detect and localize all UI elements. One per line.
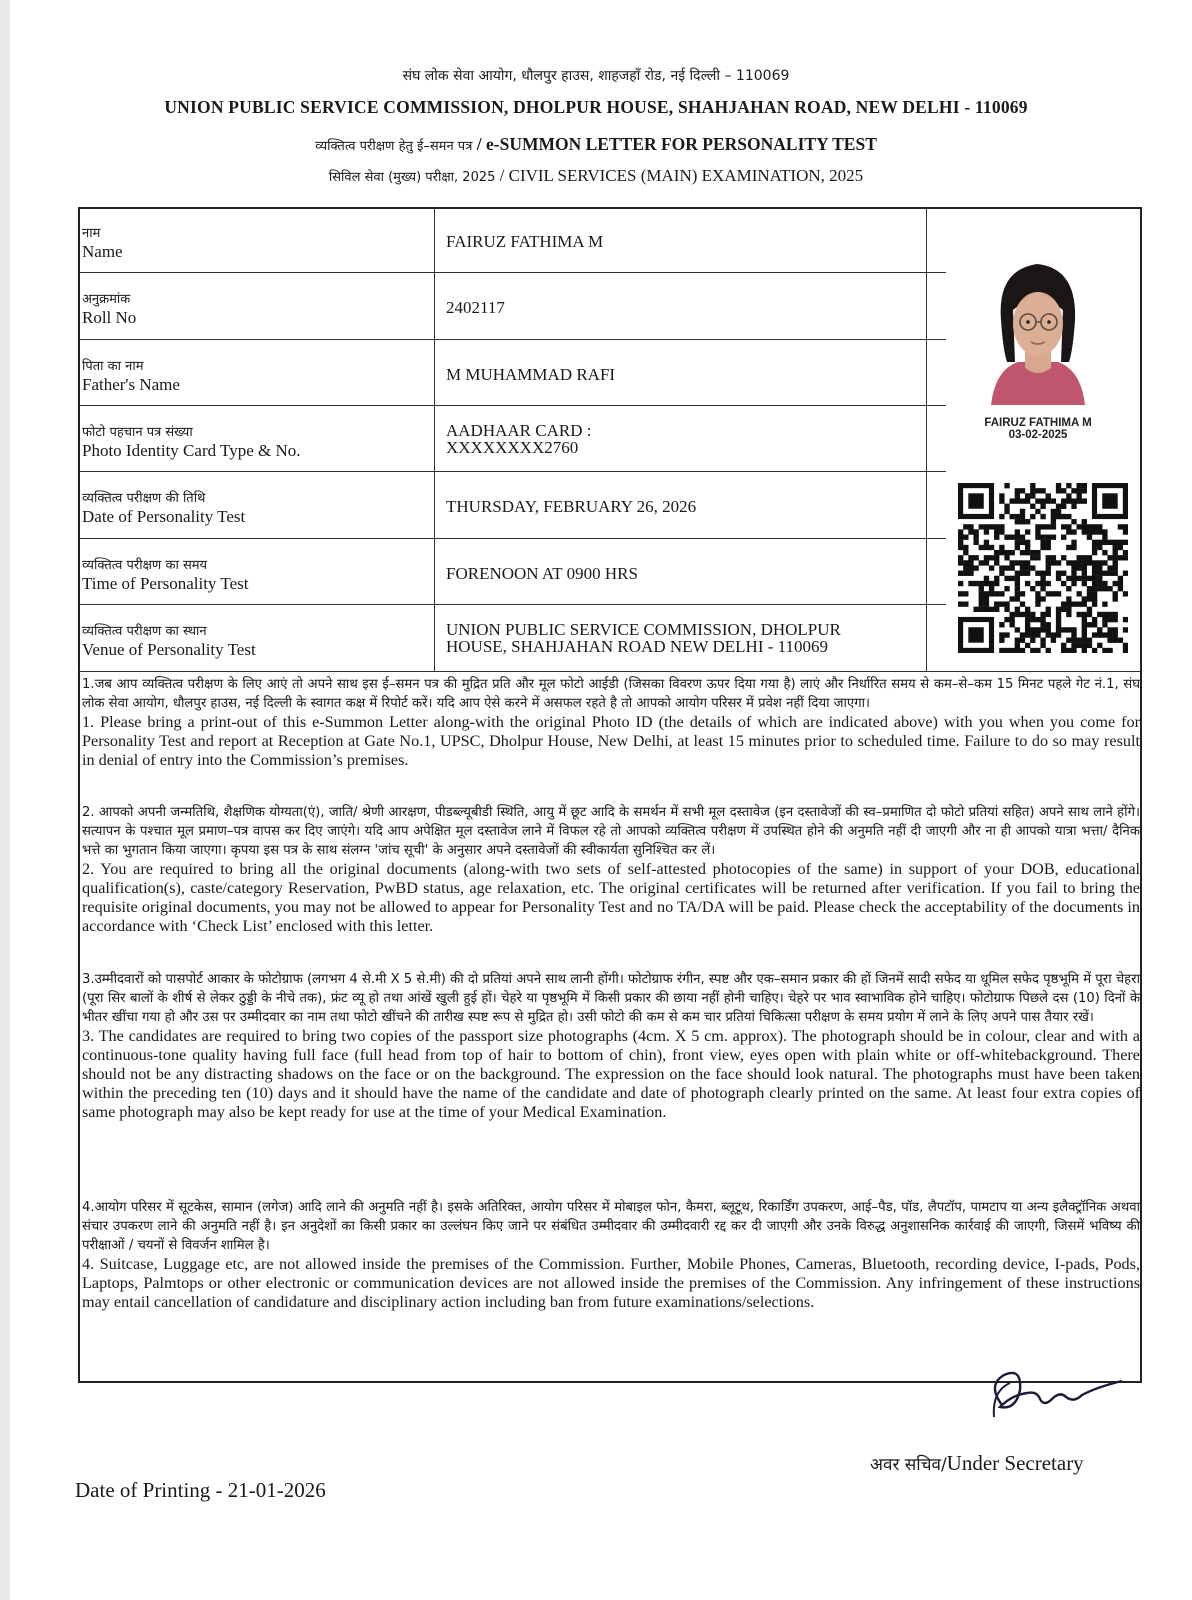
detail-label <box>82 291 432 327</box>
exam-title <box>0 166 1192 186</box>
photo-caption <box>950 417 1126 441</box>
header-hindi-address: संघ लोक सेवा आयोग, धौलपुर हाउस, शाहजहाँ रोड, नई दिल्ली – 110069 <box>402 68 790 84</box>
photo-caption-name: FAIRUZ FATHIMA M <box>984 417 1092 429</box>
label-hindi: फोटो पहचान पत्र संख्या <box>82 425 193 440</box>
detail-label <box>82 225 432 261</box>
date-of-printing: Date of Printing - 21-01-2026 <box>75 1478 326 1502</box>
label-hindi: व्यक्तित्व परीक्षण का स्थान <box>82 624 207 639</box>
detail-row-name <box>80 207 946 275</box>
detail-label <box>82 424 432 460</box>
signature-mark <box>982 1355 1132 1435</box>
instruction-1 <box>82 675 1140 770</box>
signatory-title-hindi: अवर सचिव/ <box>870 1455 947 1475</box>
exam-title-hindi: सिविल सेवा (मुख्य) परीक्षा, 2025 <box>328 170 496 185</box>
test-date: THURSDAY, FEBRUARY 26, 2026 <box>446 497 697 516</box>
detail-row-father <box>80 340 946 408</box>
label-english: Father's Name <box>82 375 180 394</box>
signatory-title <box>870 1451 1084 1476</box>
detail-row-photo-id <box>80 406 946 474</box>
instruction-3-english: 3. The candidates are required to bring two copies of the passport size photographs (4cm. X 5 cm. approx). The photograph should be in colour, clear and with a continuous-tone quality having full face (full head from top of hair to bottom of chin), front view, eyes open with plain white or off-whitebackground. There should not be any distracting shadows on the face or on the background. The expression on the face should look natural. The photographs must have been taken within the preceding ten (10) days and it should have the name of the candidate and date of photograph clearly printed on the same. At least four extra copies of same photograph may also be kept ready for use at the time of your Medical Examination. <box>82 1027 1140 1121</box>
instruction-1-english: 1. Please bring a print-out of this e-Summon Letter along-with the original Photo ID (the details of which are indicated above) with you when you come for Personality Test and report at Reception at Gate No.1, UPSC, Dholpur House, New Delhi, at least 15 minutes prior to scheduled time. Failure to do so may result in denial of entry into the Commission’s premises. <box>82 713 1140 769</box>
detail-row-roll <box>80 273 946 341</box>
instruction-1-hindi: 1.जब आप व्यक्तित्व परीक्षण के लिए आएं तो अपने साथ इस ई–समन पत्र की मुद्रित प्रति और मूल फोटो आईडी (जिसका विवरण ऊपर दिया गया है) लाएं और निर्धारित समय से कम–से–कम 15 मिनट पहले गेट नं.1, संघ लोक सेवा आयोग, धौलपुर हाउस, नई दिल्ली के स्वागत कक्ष में रिपोर्ट करें। यदि आप ऐसे करने में असफल रहते है तो आपको आयोग परिसर में प्रवेश नहीं दिया जाएगा। <box>82 677 1140 711</box>
detail-label <box>82 490 432 526</box>
candidate-name: FAIRUZ FATHIMA M <box>446 232 604 251</box>
label-english: Time of Personality Test <box>82 574 249 593</box>
roll-number: 2402117 <box>446 298 505 317</box>
label-hindi: व्यक्तित्व परीक्षण का समय <box>82 558 208 573</box>
page-edge <box>0 0 10 1600</box>
label-english: Date of Personality Test <box>82 507 246 526</box>
instruction-2-english: 2. You are required to bring all the original documents (along-with two sets of self-attested photocopies of the same) in support of your DOB, educational qualification(s), caste/category Reservation, PwBD status, age relaxation, etc. The original certificates will be returned after verification. If you fail to bring the requisite original documents, you may not be allowed to appear for Personality Test and no TA/DA will be paid. Please check the acceptability of the documents in accordance with ‘Check List’ enclosed with this letter. <box>82 860 1140 935</box>
qr-code <box>958 483 1128 653</box>
letter-title-hindi: व्यक्तित्व परीक्षण हेतु ई–समन पत्र <box>315 139 473 154</box>
test-venue <box>446 621 946 655</box>
letter-title <box>0 134 1192 155</box>
photo-id-value <box>446 422 946 456</box>
signatory-title-english: Under Secretary <box>946 1451 1084 1475</box>
detail-row-venue <box>80 605 946 673</box>
detail-row-time <box>80 539 946 607</box>
photo-id-type: AADHAAR CARD : <box>446 421 592 440</box>
photo-id-number: XXXXXXXX2760 <box>446 438 579 457</box>
label-english: Name <box>82 242 123 261</box>
instruction-2-hindi: 2. आपको अपनी जन्मतिथि, शैक्षणिक योग्यता(एं), जाति/ श्रेणी आरक्षण, पीडब्ल्यूबीडी स्थिति, आयु में छूट आदि के समर्थन में सभी मूल दस्तावेज (इन दस्तावेजों की स्व–प्रमाणित दो फोटो प्रतियां सहित) अपने साथ लाने होंगे। सत्यापन के पश्चात मूल प्रमाण–पत्र वापस कर दिए जाएंगे। यदि आप अपेक्षित मूल दस्तावेज लाने में विफल रहे तो आपको व्यक्तित्व परीक्षण में उपस्थित होने की अनुमति नहीं दी जाएगी और ना ही आपको यात्रा भत्ता/ दैनिक भत्ते का भुगतान किया जाएगा। कृपया इस पत्र के साथ संलग्न 'जांच सूची' के अनुसार अपने दस्तावेजों की स्वीकार्यता सुनिश्चित कर लें। <box>82 805 1140 858</box>
venue-line-2: HOUSE, SHAHJAHAN ROAD NEW DELHI - 110069 <box>446 637 829 656</box>
instruction-4 <box>82 1198 1140 1312</box>
candidate-photo <box>973 250 1103 405</box>
venue-line-1: UNION PUBLIC SERVICE COMMISSION, DHOLPUR <box>446 620 841 639</box>
label-english: Photo Identity Card Type & No. <box>82 441 301 460</box>
detail-row-date <box>80 472 946 540</box>
label-hindi: नाम <box>82 226 101 241</box>
header-english-address: UNION PUBLIC SERVICE COMMISSION, DHOLPUR HOUSE, SHAHJAHAN ROAD, NEW DELHI - 110069 <box>164 97 1028 117</box>
detail-label <box>82 557 432 593</box>
exam-title-english: / CIVIL SERVICES (MAIN) EXAMINATION, 2025 <box>499 166 864 185</box>
instruction-4-hindi: 4.आयोग परिसर में सूटकेस, सामान (लगेज) आदि लाने की अनुमति नहीं है। इसके अतिरिक्त, आयोग परिसर में मोबाइल फोन, कैमरा, ब्लूटूथ, रिकार्डिंग उपकरण, आई–पैड, पॉड, लैपटॉप, पामटाप या अन्य इलैक्ट्रॉनिक अथवा संचार उपकरण लाने की अनुमति नहीं है। इन अनुदेशों का किसी प्रकार का उल्लंघन किए जाने पर संबंधित उम्मीदवार की उम्मीदवारी रद्द कर दी जाएगी और उनके विरुद्ध अनुशासनिक कार्रवाई की जाएगी, जिसमें भविष्य की परीक्षाओं / चयनों से विवर्जन शामिल है। <box>82 1200 1140 1253</box>
detail-label <box>82 623 432 659</box>
label-hindi: व्यक्तित्व परीक्षण की तिथि <box>82 491 206 506</box>
instruction-3 <box>82 970 1140 1122</box>
label-hindi: अनुक्रमांक <box>82 292 131 307</box>
instruction-4-english: 4. Suitcase, Luggage etc, are not allowed inside the premises of the Commission. Further, Mobile Phones, Cameras, Bluetooth, recording device, I-pads, Pods, Laptops, Palmtops or other electronic or communication devices are not allowed inside the premises of the Commission. Any infringement of these instructions may entail cancellation of candidature and disciplinary action including ban from future examinations/selections. <box>82 1255 1140 1311</box>
label-english: Venue of Personality Test <box>82 640 256 659</box>
label-english: Roll No <box>82 308 137 327</box>
test-time: FORENOON AT 0900 HRS <box>446 564 638 583</box>
instruction-3-hindi: 3.उम्मीदवारों को पासपोर्ट आकार के फोटोग्राफ (लगभग 4 से.मी X 5 से.मी) की दो प्रतियां अपने साथ लानी होंगी। फोटोग्राफ रंगीन, स्पष्ट और एक–समान प्रकार की हों जिनमें सादी सफेद या धूमिल सफेद पृष्ठभूमि में पूरा चेहरा (पूरा सिर बालों के शीर्ष से लेकर ठुड्डी के नीचे तक), फ्रंट व्यू हो तथा आंखें खुली हुई हों। चेहरे या पृष्ठभूमि में किसी प्रकार की छाया नहीं होनी चाहिए। चेहरे पर भाव स्वाभाविक होने चाहिए। फोटोग्राफ पिछले दस (10) दिनों के भीतर खींचा गया हो और उस पर उम्मीदवार का नाम तथा फोटो खींचने की तारीख स्पष्ट रूप से मुद्रित हो। उसी फोटो की कम से कम चार प्रतियां चिकित्सा परीक्षण के समय प्रयोग में लाने के लिए अपने पास तैयार रखें। <box>82 972 1140 1025</box>
father-name: M MUHAMMAD RAFI <box>446 365 616 384</box>
letter-title-english: / e-SUMMON LETTER FOR PERSONALITY TEST <box>476 134 877 154</box>
photo-caption-date: 03-02-2025 <box>1008 429 1068 441</box>
instruction-2 <box>82 803 1140 936</box>
detail-label <box>82 358 432 394</box>
label-hindi: पिता का नाम <box>82 359 144 374</box>
